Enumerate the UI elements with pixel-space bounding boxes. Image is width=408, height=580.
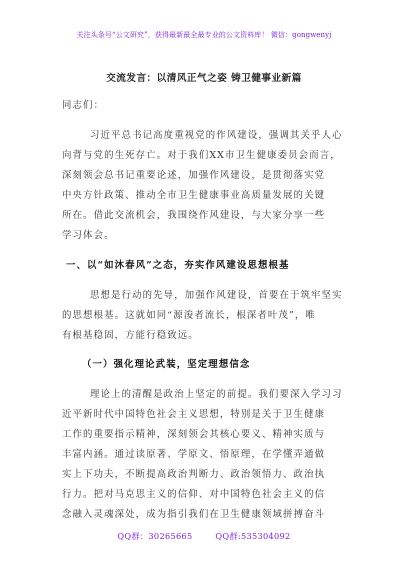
paragraph-line: 实上下功夫，不断提高政治判断力、政治领悟力、政治执	[62, 469, 326, 480]
paragraph-line: 的思想根基。这就如同“源浚者流长，根深者叶茂”，唯	[62, 310, 316, 321]
section-heading: 一、以“如沐春风”之态，夯实作风建设思想根基	[66, 260, 290, 271]
paragraph-line: 丰富内涵。通过读原著、学原文、悟原理，在学懂弄通做	[62, 449, 326, 460]
footer-qq-group-1: QQ群：30265665	[117, 531, 193, 541]
footer-qq-group-2: QQ群:535304092	[215, 531, 291, 541]
paragraph-line: 向背与党的生死存亡。对于我们XX市卫生健康委员会而言，	[62, 150, 341, 161]
paragraph-line: 所在。借此交流机会，我围绕作风建设，与大家分享一些	[62, 210, 326, 221]
paragraph-line: 近平新时代中国特色社会主义思想，特别是关于卫生健康	[62, 409, 326, 420]
greeting: 同志们：	[62, 100, 105, 111]
header-promo-note: 关注头条号“公文研究”，获得最新最全最专业的公文资料库！ 微信：gongwenyj	[76, 31, 332, 39]
paragraph-line: 习近平总书记高度重视党的作风建设，强调其关乎人心	[90, 130, 343, 141]
subsection-heading: （一）强化理论武装，坚定理想信念	[82, 359, 251, 370]
paragraph-line: 深刻领会总书记重要论述，加强作风建设，是贯彻落实党	[62, 170, 326, 181]
paragraph-line: 念融入灵魂深处，成为指引我们在卫生健康领域拼搏奋斗	[62, 509, 326, 520]
paragraph-line: 中央方针政策、推动全市卫生健康事业高质量发展的关键	[62, 190, 326, 201]
footer-contact	[0, 531, 408, 542]
paragraph-line: 行力。把对马克思主义的信仰、对中国特色社会主义的信	[62, 489, 326, 500]
document-title: 交流发言：以清风正气之姿 铸卫健事业新篇	[106, 73, 302, 84]
paragraph-line: 有根基稳固，方能行稳致远。	[62, 330, 199, 341]
paragraph-line: 学习体会。	[62, 230, 115, 241]
paragraph-line: 思想是行动的先导，加强作风建设，首要在于筑牢坚实	[90, 290, 343, 301]
paragraph-line: 理论上的清醒是政治上坚定的前提。我们要深入学习习	[90, 389, 343, 400]
paragraph-line: 工作的重要指示精神，深刻领会其核心要义、精神实质与	[62, 429, 326, 440]
